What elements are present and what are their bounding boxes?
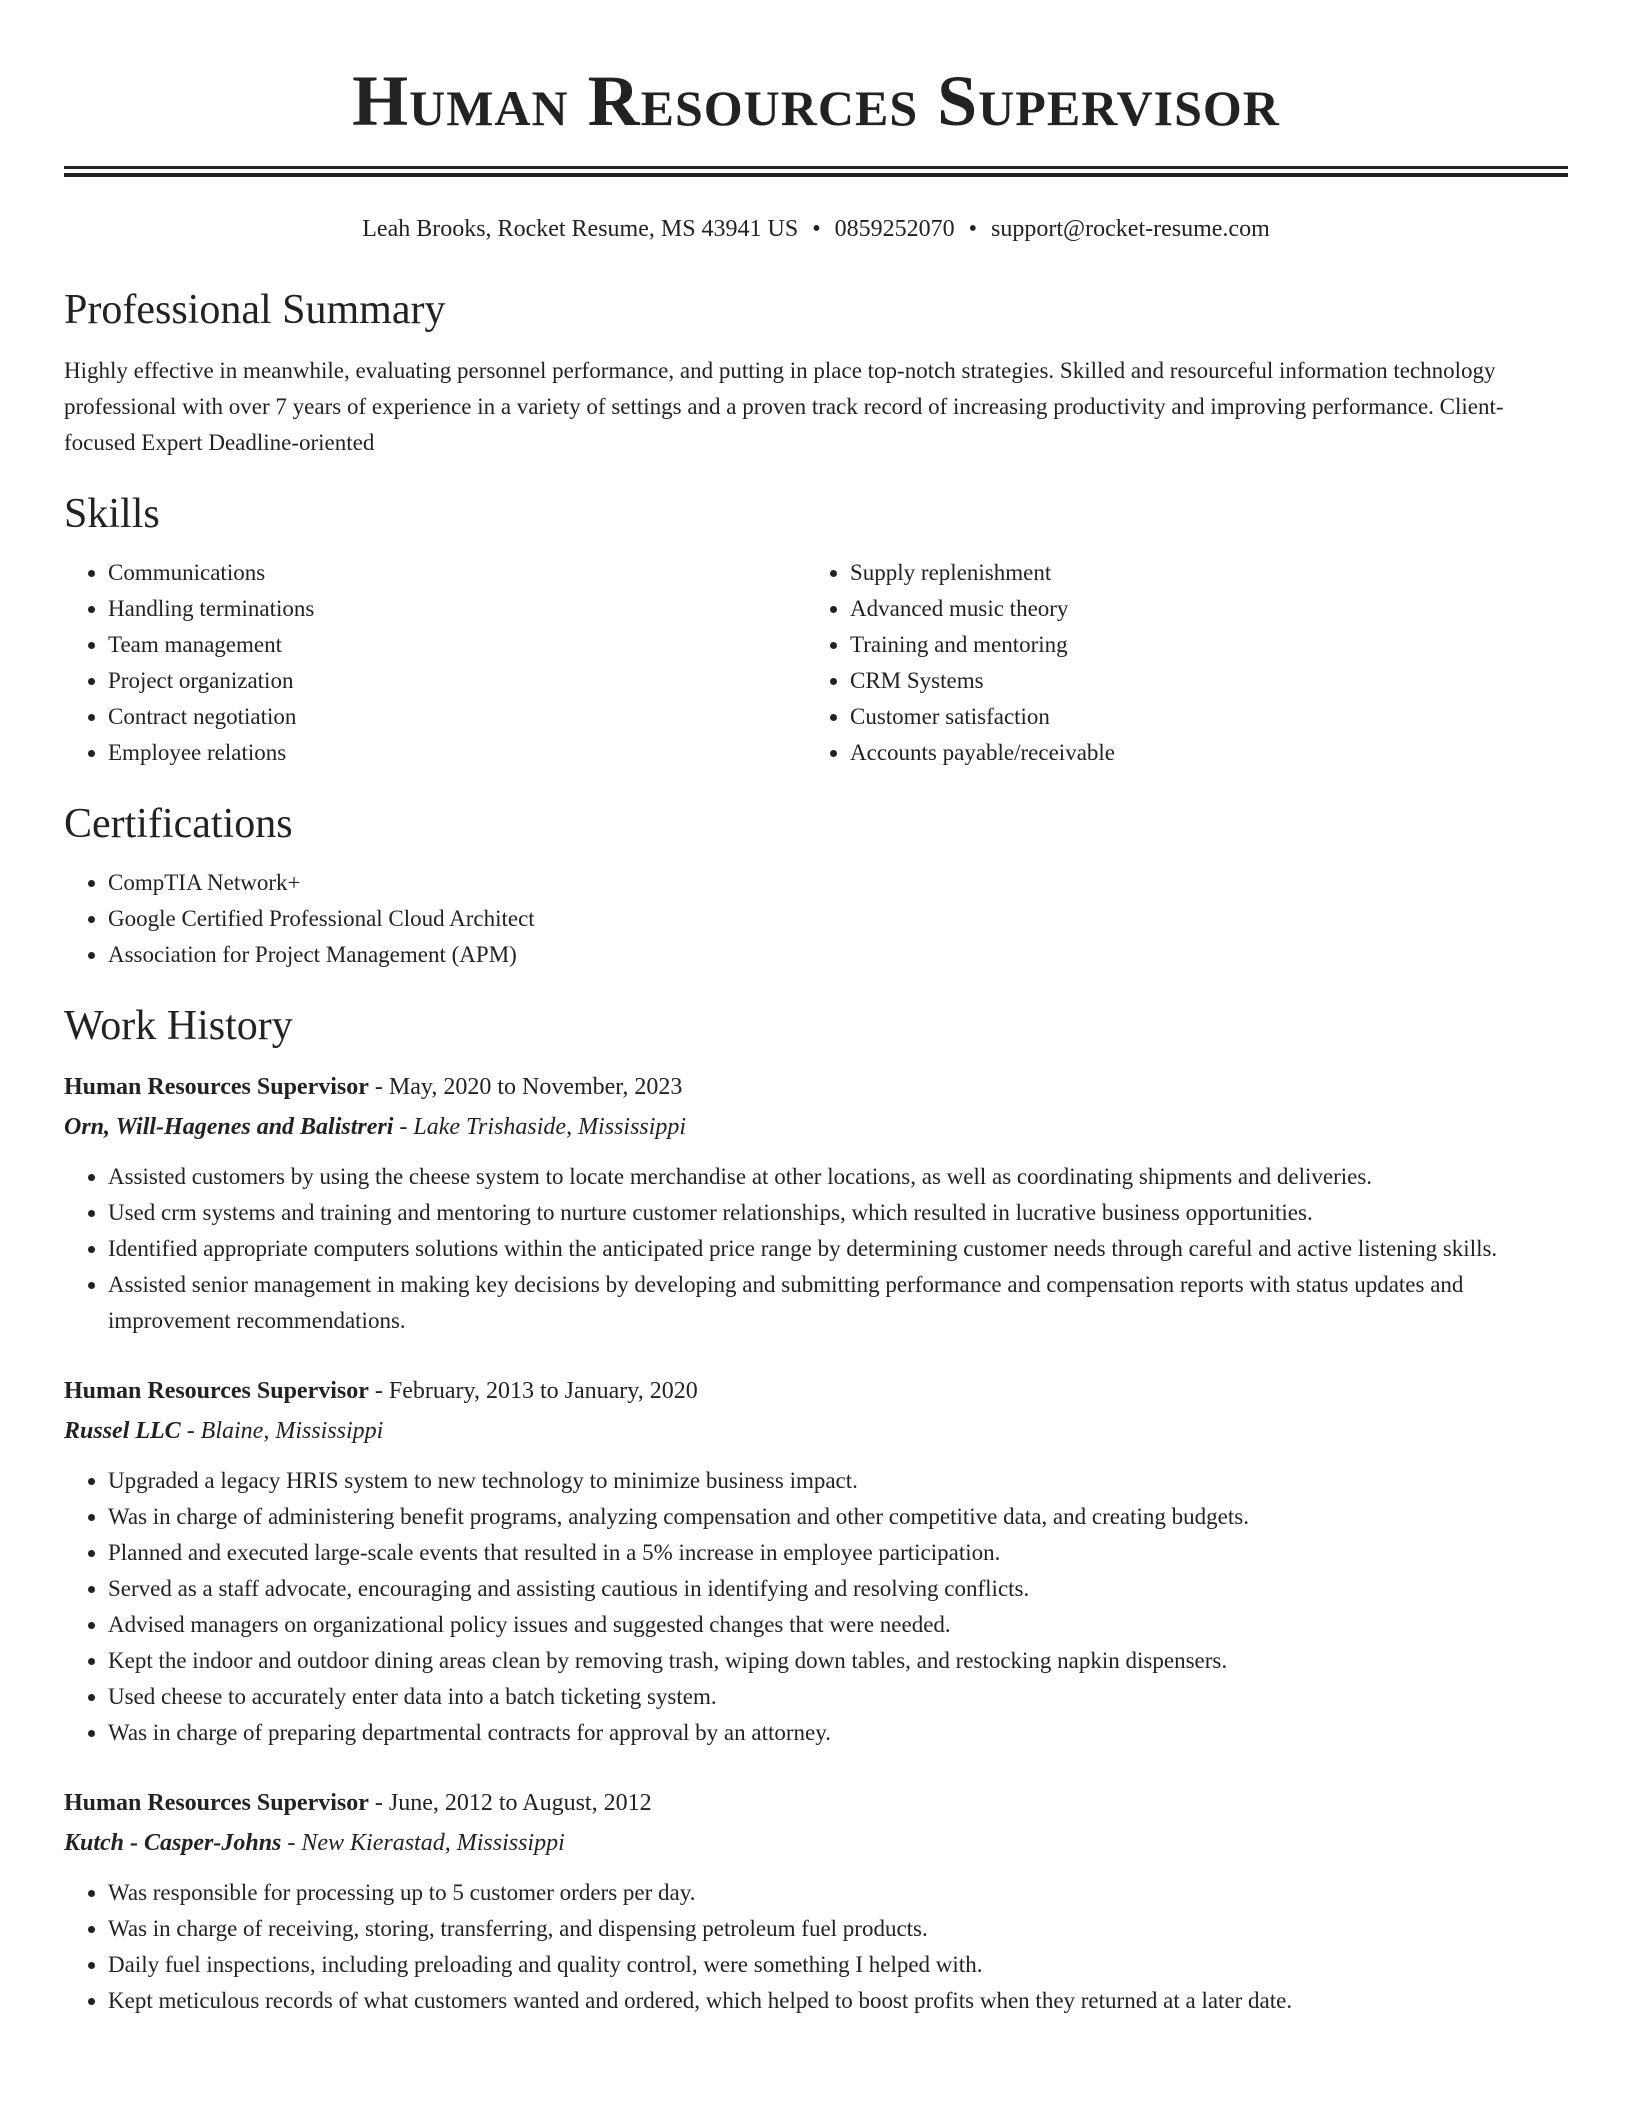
job-title-line <box>64 1783 1568 1823</box>
company-line <box>64 1411 1568 1451</box>
job-bullet: • Upgraded a legacy HRIS system to new technology to minimize business impact. <box>108 1463 1568 1499</box>
job-bullet: • Used cheese to accurately enter data into a batch ticketing system. <box>108 1679 1568 1715</box>
skill-item: • Employee relations <box>108 735 806 771</box>
skill-item: • Communications <box>108 555 806 591</box>
job-bullet: • Kept meticulous records of what customers wanted and ordered, which helped to boost profits when they returned at a later date. <box>108 1983 1568 2019</box>
job-bullet: • Was responsible for processing up to 5 customer orders per day. <box>108 1875 1568 1911</box>
job-bullet: • Planned and executed large-scale events that resulted in a 5% increase in employee participation. <box>108 1535 1568 1571</box>
skills-grid <box>64 555 1568 771</box>
job-title: Human Resources Supervisor <box>64 1790 369 1816</box>
job-bullet: • Was in charge of receiving, storing, transferring, and dispensing petroleum fuel products. <box>108 1911 1568 1947</box>
job-dates: - June, 2012 to August, 2012 <box>368 1790 652 1816</box>
work-history-heading: Work History <box>64 1003 293 1049</box>
certifications-heading: Certifications <box>64 801 293 847</box>
company-line <box>64 1823 1568 1863</box>
job-bullet: • Kept the indoor and outdoor dining areas clean by removing trash, wiping down tables, and restocking napkin dispensers. <box>108 1643 1568 1679</box>
job-dates: - May, 2020 to November, 2023 <box>368 1074 683 1100</box>
job-bullet: • Advised managers on organizational policy issues and suggested changes that were needed. <box>108 1607 1568 1643</box>
certification-item: • Google Certified Professional Cloud Architect <box>108 901 1568 937</box>
skill-item: • Accounts payable/receivable <box>850 735 1548 771</box>
job-bullet: • Served as a staff advocate, encouraging and assisting cautious in identifying and resolving conflicts. <box>108 1571 1568 1607</box>
job-bullet: • Daily fuel inspections, including preloading and quality control, were something I helped with. <box>108 1947 1568 1983</box>
job-bullet: • Assisted customers by using the cheese system to locate merchandise at other locations, as well as coordinating shipments and deliveries. <box>108 1159 1568 1195</box>
skill-item: • Project organization <box>108 663 806 699</box>
company-location: - Lake Trishaside, Mississippi <box>393 1114 687 1140</box>
job-bullet: • Was in charge of administering benefit programs, analyzing compensation and other competitive data, and creating budgets. <box>108 1499 1568 1535</box>
contact-phone: 0859252070 <box>834 216 955 242</box>
job-bullets <box>64 1875 1568 2019</box>
company-name: Russel LLC <box>64 1418 181 1444</box>
skill-item: • Supply replenishment <box>850 555 1548 591</box>
certification-item: • Association for Project Management (APM) <box>108 937 1568 973</box>
summary-heading: Professional Summary <box>64 287 446 333</box>
company-location: - New Kierastad, Mississippi <box>281 1830 565 1856</box>
company-location: - Blaine, Mississippi <box>180 1418 384 1444</box>
summary-text: Highly effective in meanwhile, evaluating personnel performance, and putting in place top-notch strategies. Skilled and resourceful information technology professional with over 7 years of experience in a variety of settings and a proven track record of increasing productivity and improving performance. Client-focused Expert Deadline-oriented <box>64 358 1504 455</box>
job-bullet: • Assisted senior management in making key decisions by developing and submitting performance and compensation reports with status updates and improvement recommendations. <box>108 1267 1568 1339</box>
skill-item: • Training and mentoring <box>850 627 1548 663</box>
contact-email: support@rocket-resume.com <box>991 216 1270 242</box>
job-entry <box>64 1067 1568 1339</box>
skills-heading: Skills <box>64 491 160 537</box>
contact-separator: • <box>968 216 978 242</box>
job-title-line <box>64 1371 1568 1411</box>
certifications-list <box>64 865 1568 973</box>
contact-address: Leah Brooks, Rocket Resume, MS 43941 US <box>362 216 799 242</box>
job-title: Human Resources Supervisor <box>64 1378 369 1404</box>
job-bullets <box>64 1463 1568 1751</box>
certification-item: • CompTIA Network+ <box>108 865 1568 901</box>
skill-item: • Advanced music theory <box>850 591 1548 627</box>
skill-item: • Handling terminations <box>108 591 806 627</box>
company-name: Kutch - Casper-Johns <box>64 1830 282 1856</box>
skill-item: • Team management <box>108 627 806 663</box>
skill-item: • Contract negotiation <box>108 699 806 735</box>
skill-item: • CRM Systems <box>850 663 1548 699</box>
job-bullet: • Identified appropriate computers solutions within the anticipated price range by determining customer needs through careful and active listening skills. <box>108 1231 1568 1267</box>
skills-list-left <box>64 555 806 771</box>
skill-item: • Customer satisfaction <box>850 699 1548 735</box>
job-title-line <box>64 1067 1568 1107</box>
company-line <box>64 1107 1568 1147</box>
contact-separator: • <box>812 216 821 242</box>
title-divider <box>64 166 1568 177</box>
job-dates: - February, 2013 to January, 2020 <box>368 1378 698 1404</box>
job-bullet: • Used crm systems and training and mentoring to nurture customer relationships, which resulted in lucrative business opportunities. <box>108 1195 1568 1231</box>
contact-line <box>64 213 1568 245</box>
job-title: Human Resources Supervisor <box>64 1074 369 1100</box>
job-bullets <box>64 1159 1568 1339</box>
job-bullet: • Was in charge of preparing departmental contracts for approval by an attorney. <box>108 1715 1568 1751</box>
job-entry <box>64 1783 1568 2019</box>
job-entry <box>64 1371 1568 1751</box>
company-name: Orn, Will-Hagenes and Balistreri <box>64 1114 394 1140</box>
resume-title: Human Resources Supervisor <box>352 61 1280 141</box>
skills-list-right <box>806 555 1548 771</box>
